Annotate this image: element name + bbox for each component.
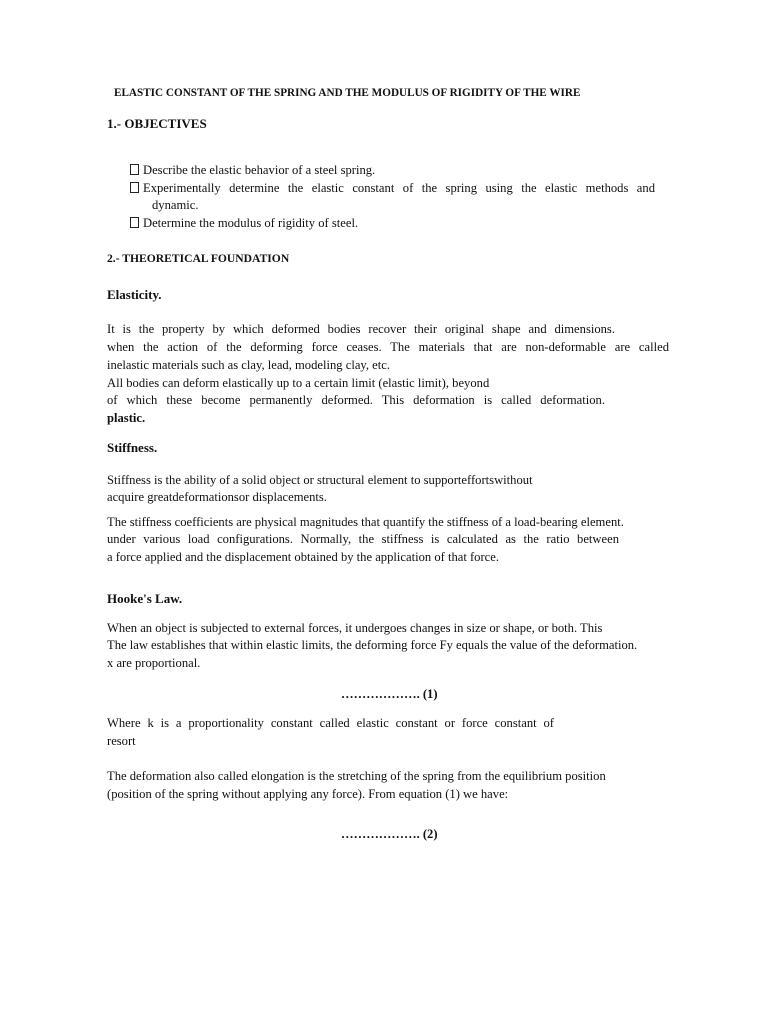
elasticity-line: when the action of the deforming force ceases. The materials that are non-deformable are called bbox=[107, 340, 669, 354]
bullet-icon bbox=[130, 182, 139, 193]
deformation-line: (position of the spring without applying any force). From equation (1) we have: bbox=[107, 787, 509, 801]
equation-1: ………………. (1) bbox=[341, 687, 438, 701]
hooke-heading: Hooke's Law. bbox=[107, 591, 183, 606]
deformation-line: The deformation also called elongation is the stretching of the spring from the equilibrium position bbox=[107, 769, 606, 783]
elasticity-line: It is the property by which deformed bodies recover their original shape and dimensions. bbox=[107, 322, 615, 336]
objective-text: Experimentally determine the elastic constant of the spring using the elastic methods and bbox=[143, 181, 655, 195]
objective-continuation: dynamic. bbox=[152, 198, 199, 212]
bullet-icon bbox=[130, 217, 139, 228]
hooke-line: When an object is subjected to external forces, it undergoes changes in size or shape, or both. This bbox=[107, 621, 603, 635]
stiffness-line: Stiffness is the ability of a solid object or structural element to supporteffortswithout bbox=[107, 473, 533, 487]
where-line: Where k is a proportionality constant called elastic constant or force constant of bbox=[107, 716, 554, 730]
hooke-line: The law establishes that within elastic limits, the deforming force Fy equals the value of the deformation. bbox=[107, 638, 638, 652]
stiffness-line: under various load configurations. Normally, the stiffness is calculated as the ratio between bbox=[107, 532, 619, 546]
elasticity-line: All bodies can deform elastically up to a certain limit (elastic limit), beyond bbox=[107, 376, 490, 390]
stiffness-line: a force applied and the displacement obtained by the application of that force. bbox=[107, 550, 499, 564]
stiffness-line: acquire greatdeformationsor displacements. bbox=[107, 490, 327, 504]
stiffness-line: The stiffness coefficients are physical magnitudes that quantify the stiffness of a load-bearing element. bbox=[107, 515, 624, 529]
stiffness-heading: Stiffness. bbox=[107, 440, 158, 455]
where-line: resort bbox=[107, 734, 136, 748]
objective-item bbox=[130, 180, 655, 197]
objective-text: Determine the modulus of rigidity of steel. bbox=[143, 216, 359, 230]
objective-item bbox=[130, 215, 358, 232]
theory-heading: 2.- THEORETICAL FOUNDATION bbox=[107, 252, 290, 265]
equation-2: ………………. (2) bbox=[341, 827, 438, 841]
elasticity-line: plastic. bbox=[107, 411, 146, 425]
objectives-heading: 1.- OBJECTIVES bbox=[107, 116, 207, 131]
elasticity-line: inelastic materials such as clay, lead, modeling clay, etc. bbox=[107, 358, 391, 372]
hooke-line: x are proportional. bbox=[107, 656, 201, 670]
bullet-icon bbox=[130, 164, 139, 175]
elasticity-heading: Elasticity. bbox=[107, 287, 162, 302]
document-title: ELASTIC CONSTANT OF THE SPRING AND THE MODULUS OF RIGIDITY OF THE WIRE bbox=[114, 87, 581, 99]
objective-item bbox=[130, 162, 375, 179]
elasticity-line: of which these become permanently deformed. This deformation is called deformation. bbox=[107, 393, 605, 407]
objective-text: Describe the elastic behavior of a steel spring. bbox=[143, 163, 376, 177]
